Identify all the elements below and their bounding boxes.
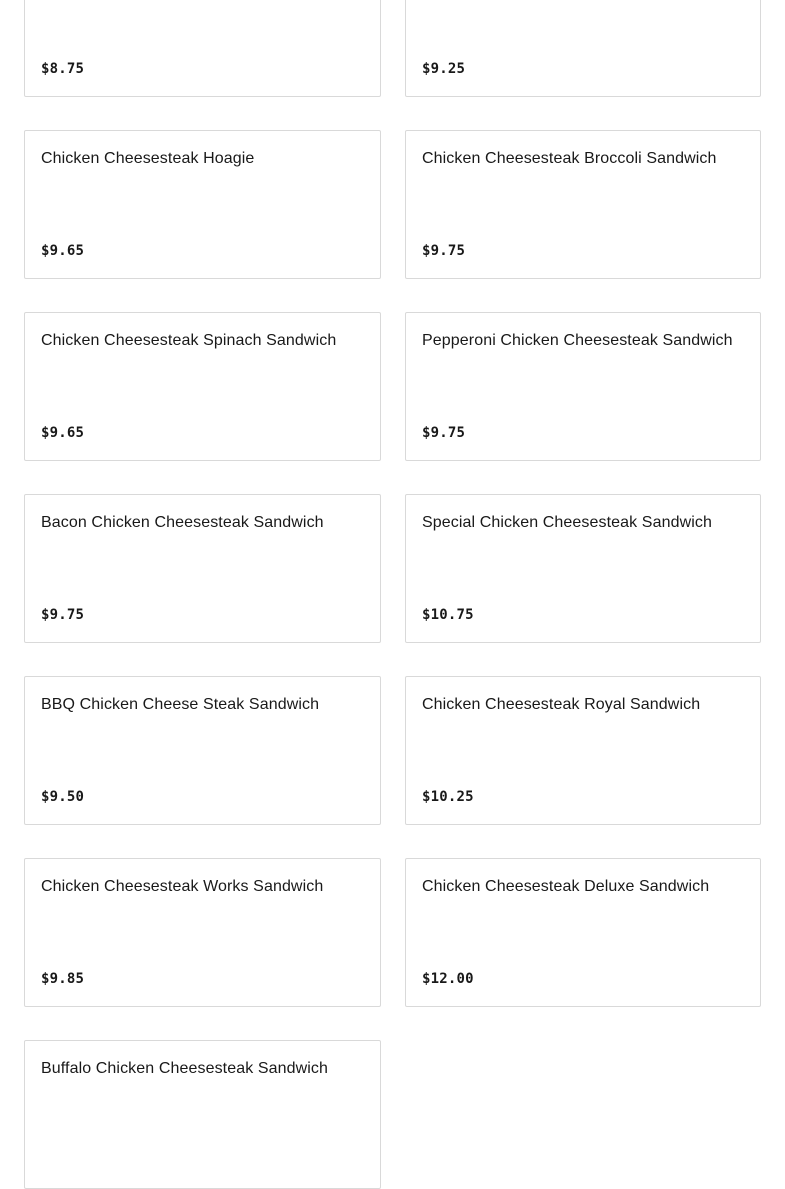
menu-item-name: Chicken Cheesesteak Deluxe Sandwich xyxy=(422,878,710,895)
menu-item-price: $9.75 xyxy=(422,243,466,259)
menu-item-price: $9.50 xyxy=(41,789,85,805)
menu-item-card[interactable] xyxy=(405,494,761,643)
menu-item-name: Bacon Chicken Cheesesteak Sandwich xyxy=(41,514,324,531)
menu-item-card[interactable] xyxy=(405,858,761,1007)
menu-item-card[interactable] xyxy=(405,130,761,279)
menu-item-card[interactable] xyxy=(405,0,761,97)
menu-item-name: Chicken Cheesesteak Broccoli Sandwich xyxy=(422,150,717,167)
menu-item-card[interactable] xyxy=(24,1040,381,1189)
menu-item-name: Special Chicken Cheesesteak Sandwich xyxy=(422,514,712,531)
menu-item-card[interactable] xyxy=(24,0,381,97)
menu-item-price: $9.75 xyxy=(41,607,85,623)
menu-item-price: $12.00 xyxy=(422,971,474,987)
menu-item-name: Chicken Cheesesteak Hoagie xyxy=(41,150,255,167)
menu-item-card[interactable] xyxy=(24,130,381,279)
menu-item-card[interactable] xyxy=(405,676,761,825)
menu-item-name: Pepperoni Chicken Cheesesteak Sandwich xyxy=(422,332,733,349)
menu-item-name: BBQ Chicken Cheese Steak Sandwich xyxy=(41,696,320,713)
menu-item-price: $9.65 xyxy=(41,425,85,441)
menu-item-card[interactable] xyxy=(24,494,381,643)
menu-item-name: Chicken Cheesesteak Works Sandwich xyxy=(41,878,324,895)
menu-item-price: $9.85 xyxy=(41,971,85,987)
menu-item-price: $10.75 xyxy=(422,607,474,623)
menu-item-name: Chicken Cheesesteak Spinach Sandwich xyxy=(41,332,337,349)
menu-item-name: Chicken Cheesesteak Royal Sandwich xyxy=(422,696,701,713)
menu-item-card[interactable] xyxy=(405,312,761,461)
menu-item-price: $9.65 xyxy=(41,243,85,259)
menu-item-card[interactable] xyxy=(24,312,381,461)
menu-item-price: $9.25 xyxy=(422,61,466,77)
menu-item-card[interactable] xyxy=(24,676,381,825)
menu-item-price: $10.25 xyxy=(422,789,474,805)
menu-item-price: $8.75 xyxy=(41,61,85,77)
menu-item-card[interactable] xyxy=(24,858,381,1007)
menu-item-name: Buffalo Chicken Cheesesteak Sandwich xyxy=(41,1060,329,1077)
menu-item-price: $9.75 xyxy=(422,425,466,441)
